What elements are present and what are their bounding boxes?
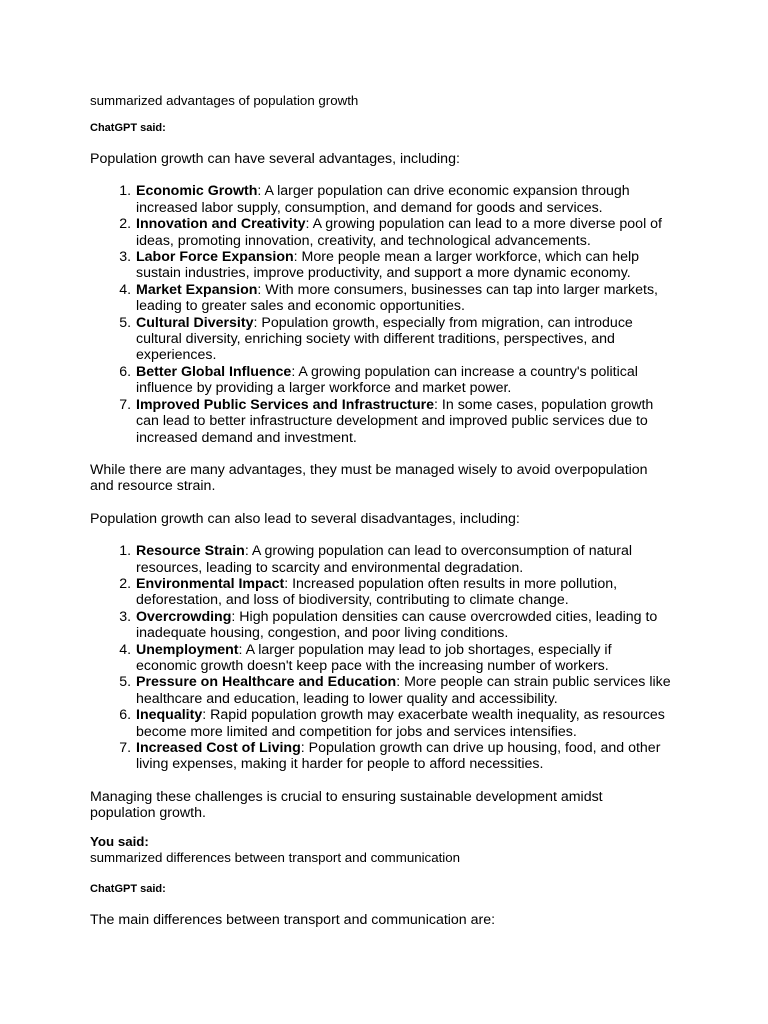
list-item-text: : A growing population can lead to overconsumption of natural resources, leading to scarcity and environmental degradation. [136, 543, 633, 576]
list-item-text: : A larger population can drive economic expansion through increased labor supply, consumption, and demand for goods and services. [136, 183, 630, 216]
list-item-title: Innovation and Creativity [136, 216, 306, 233]
list-item-title: Environmental Impact [136, 575, 285, 592]
list-item-title: Market Expansion [136, 281, 258, 298]
disadvantage-item [135, 740, 672, 773]
list-item-text: : In some cases, population growth can lead to better infrastructure development and improved public services due to increased demand and investment. [136, 396, 654, 446]
list-item-title: Resource Strain [136, 543, 245, 560]
list-item-text: : Rapid population growth may exacerbate wealth inequality, as resources become more limited and competition for jobs and services intensifies. [136, 707, 665, 740]
assistant-label: ChatGPT said: [90, 122, 166, 134]
user-prompt: summarized differences between transport and communication [90, 849, 461, 865]
list-item-title: Cultural Diversity [136, 314, 254, 331]
disadvantage-item [135, 576, 672, 609]
list-item-title: Better Global Influence [136, 363, 292, 380]
user-prompt: summarized advantages of population growth [90, 93, 359, 108]
list-item-text: : With more consumers, businesses can tap into larger markets, leading to greater sales and economic opportunities. [136, 281, 658, 315]
list-item-title: Labor Force Expansion [136, 249, 294, 266]
list-item-text: : Population growth, especially from migration, can introduce cultural diversity, enriching society with different traditions, perspectives, and experiences. [136, 314, 633, 364]
disadvantage-item [135, 543, 672, 576]
list-item-text: : More people mean a larger workforce, which can help sustain industries, improve productivity, and support a more dynamic economy. [136, 249, 640, 282]
user-label: You said: [90, 833, 149, 849]
list-item-text: : Increased population often results in more pollution, deforestation, and loss of biodiversity, contributing to climate change. [136, 575, 618, 609]
disadvantages-intro: Population growth can also lead to several disadvantages, including: [90, 510, 520, 527]
list-item-title: Increased Cost of Living [136, 740, 301, 756]
disadvantage-item [135, 642, 672, 675]
list-item-text: : A growing population can increase a country's political influence by providing a larger workforce and market power. [136, 363, 638, 397]
disadvantages-list [90, 543, 672, 773]
advantages-closing: While there are many advantages, they must be managed wisely to avoid overpopulation and resource strain. [90, 461, 648, 495]
list-item-text: : More people can strain public services like healthcare and education, leading to lower quality and accessibility. [136, 674, 671, 707]
advantage-item [135, 397, 672, 446]
assistant-label: ChatGPT said: [90, 882, 166, 895]
advantage-item [135, 315, 672, 364]
advantage-item [135, 216, 672, 249]
differences-intro: The main differences between transport and communication are: [90, 911, 496, 928]
list-item-title: Economic Growth [136, 183, 258, 200]
list-item-title: Overcrowding [136, 608, 232, 625]
advantages-list [90, 183, 672, 446]
advantages-intro: Population growth can have several advantages, including: [90, 151, 460, 167]
list-item-text: : A growing population can lead to a more diverse pool of ideas, promoting innovation, creativity, and technological advancements. [136, 216, 662, 249]
list-item-title: Inequality [136, 707, 203, 724]
list-item-title: Unemployment [136, 641, 239, 658]
advantage-item [135, 282, 672, 315]
list-item-text: : High population densities can cause overcrowded cities, leading to inadequate housing, congestion, and poor living conditions. [136, 608, 658, 642]
disadvantage-item [135, 707, 672, 740]
disadvantage-item [135, 674, 672, 707]
list-item-text: : Population growth can drive up housing, food, and other living expenses, making it harder for people to afford necessities. [136, 740, 661, 773]
advantage-item [135, 249, 672, 282]
advantage-item [135, 364, 672, 397]
list-item-title: Improved Public Services and Infrastructure [136, 396, 435, 413]
list-item-text: : A larger population may lead to job shortages, especially if economic growth doesn't keep pace with the increasing number of workers. [136, 641, 612, 674]
list-item-title: Pressure on Healthcare and Education [136, 674, 397, 691]
disadvantage-item [135, 609, 672, 642]
advantage-item [135, 183, 672, 216]
disadvantages-closing: Managing these challenges is crucial to ensuring sustainable development amidst population growth. [90, 788, 603, 822]
